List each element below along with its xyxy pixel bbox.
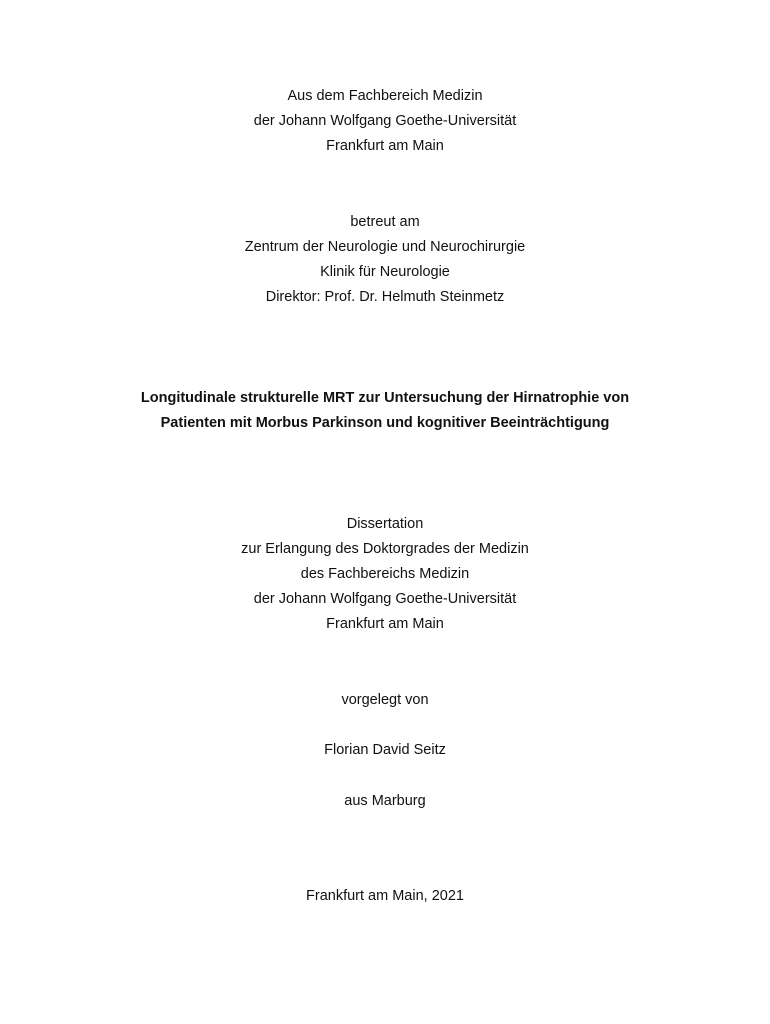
clinic-line: Klinik für Neurologie <box>320 264 450 280</box>
city-line: Frankfurt am Main <box>326 138 444 154</box>
place-date: Frankfurt am Main, 2021 <box>306 888 464 904</box>
university-line: der Johann Wolfgang Goethe-Universität <box>253 113 517 129</box>
director-line: Direktor: Prof. Dr. Helmuth Steinmetz <box>265 289 505 305</box>
degree-line: zur Erlangung des Doktorgrades der Medizin <box>241 541 529 557</box>
city-line-2: Frankfurt am Main <box>326 616 444 632</box>
thesis-title-line-1: Longitudinale strukturelle MRT zur Untersuchung der Hirnatrophie von <box>140 390 630 406</box>
center-line: Zentrum der Neurologie und Neurochirurgie <box>244 239 526 255</box>
thesis-title-line-2: Patienten mit Morbus Parkinson und kognitiver Beeinträchtigung <box>160 415 610 431</box>
dissertation-label: Dissertation <box>346 516 424 532</box>
department-line: des Fachbereichs Medizin <box>300 566 470 582</box>
presented-by-label: vorgelegt von <box>341 692 429 708</box>
faculty-line: Aus dem Fachbereich Medizin <box>287 88 483 104</box>
supervised-at-line: betreut am <box>350 214 420 230</box>
author-origin: aus Marburg <box>344 793 426 809</box>
author-name: Florian David Seitz <box>324 742 446 758</box>
university-line-2: der Johann Wolfgang Goethe-Universität <box>253 591 517 607</box>
